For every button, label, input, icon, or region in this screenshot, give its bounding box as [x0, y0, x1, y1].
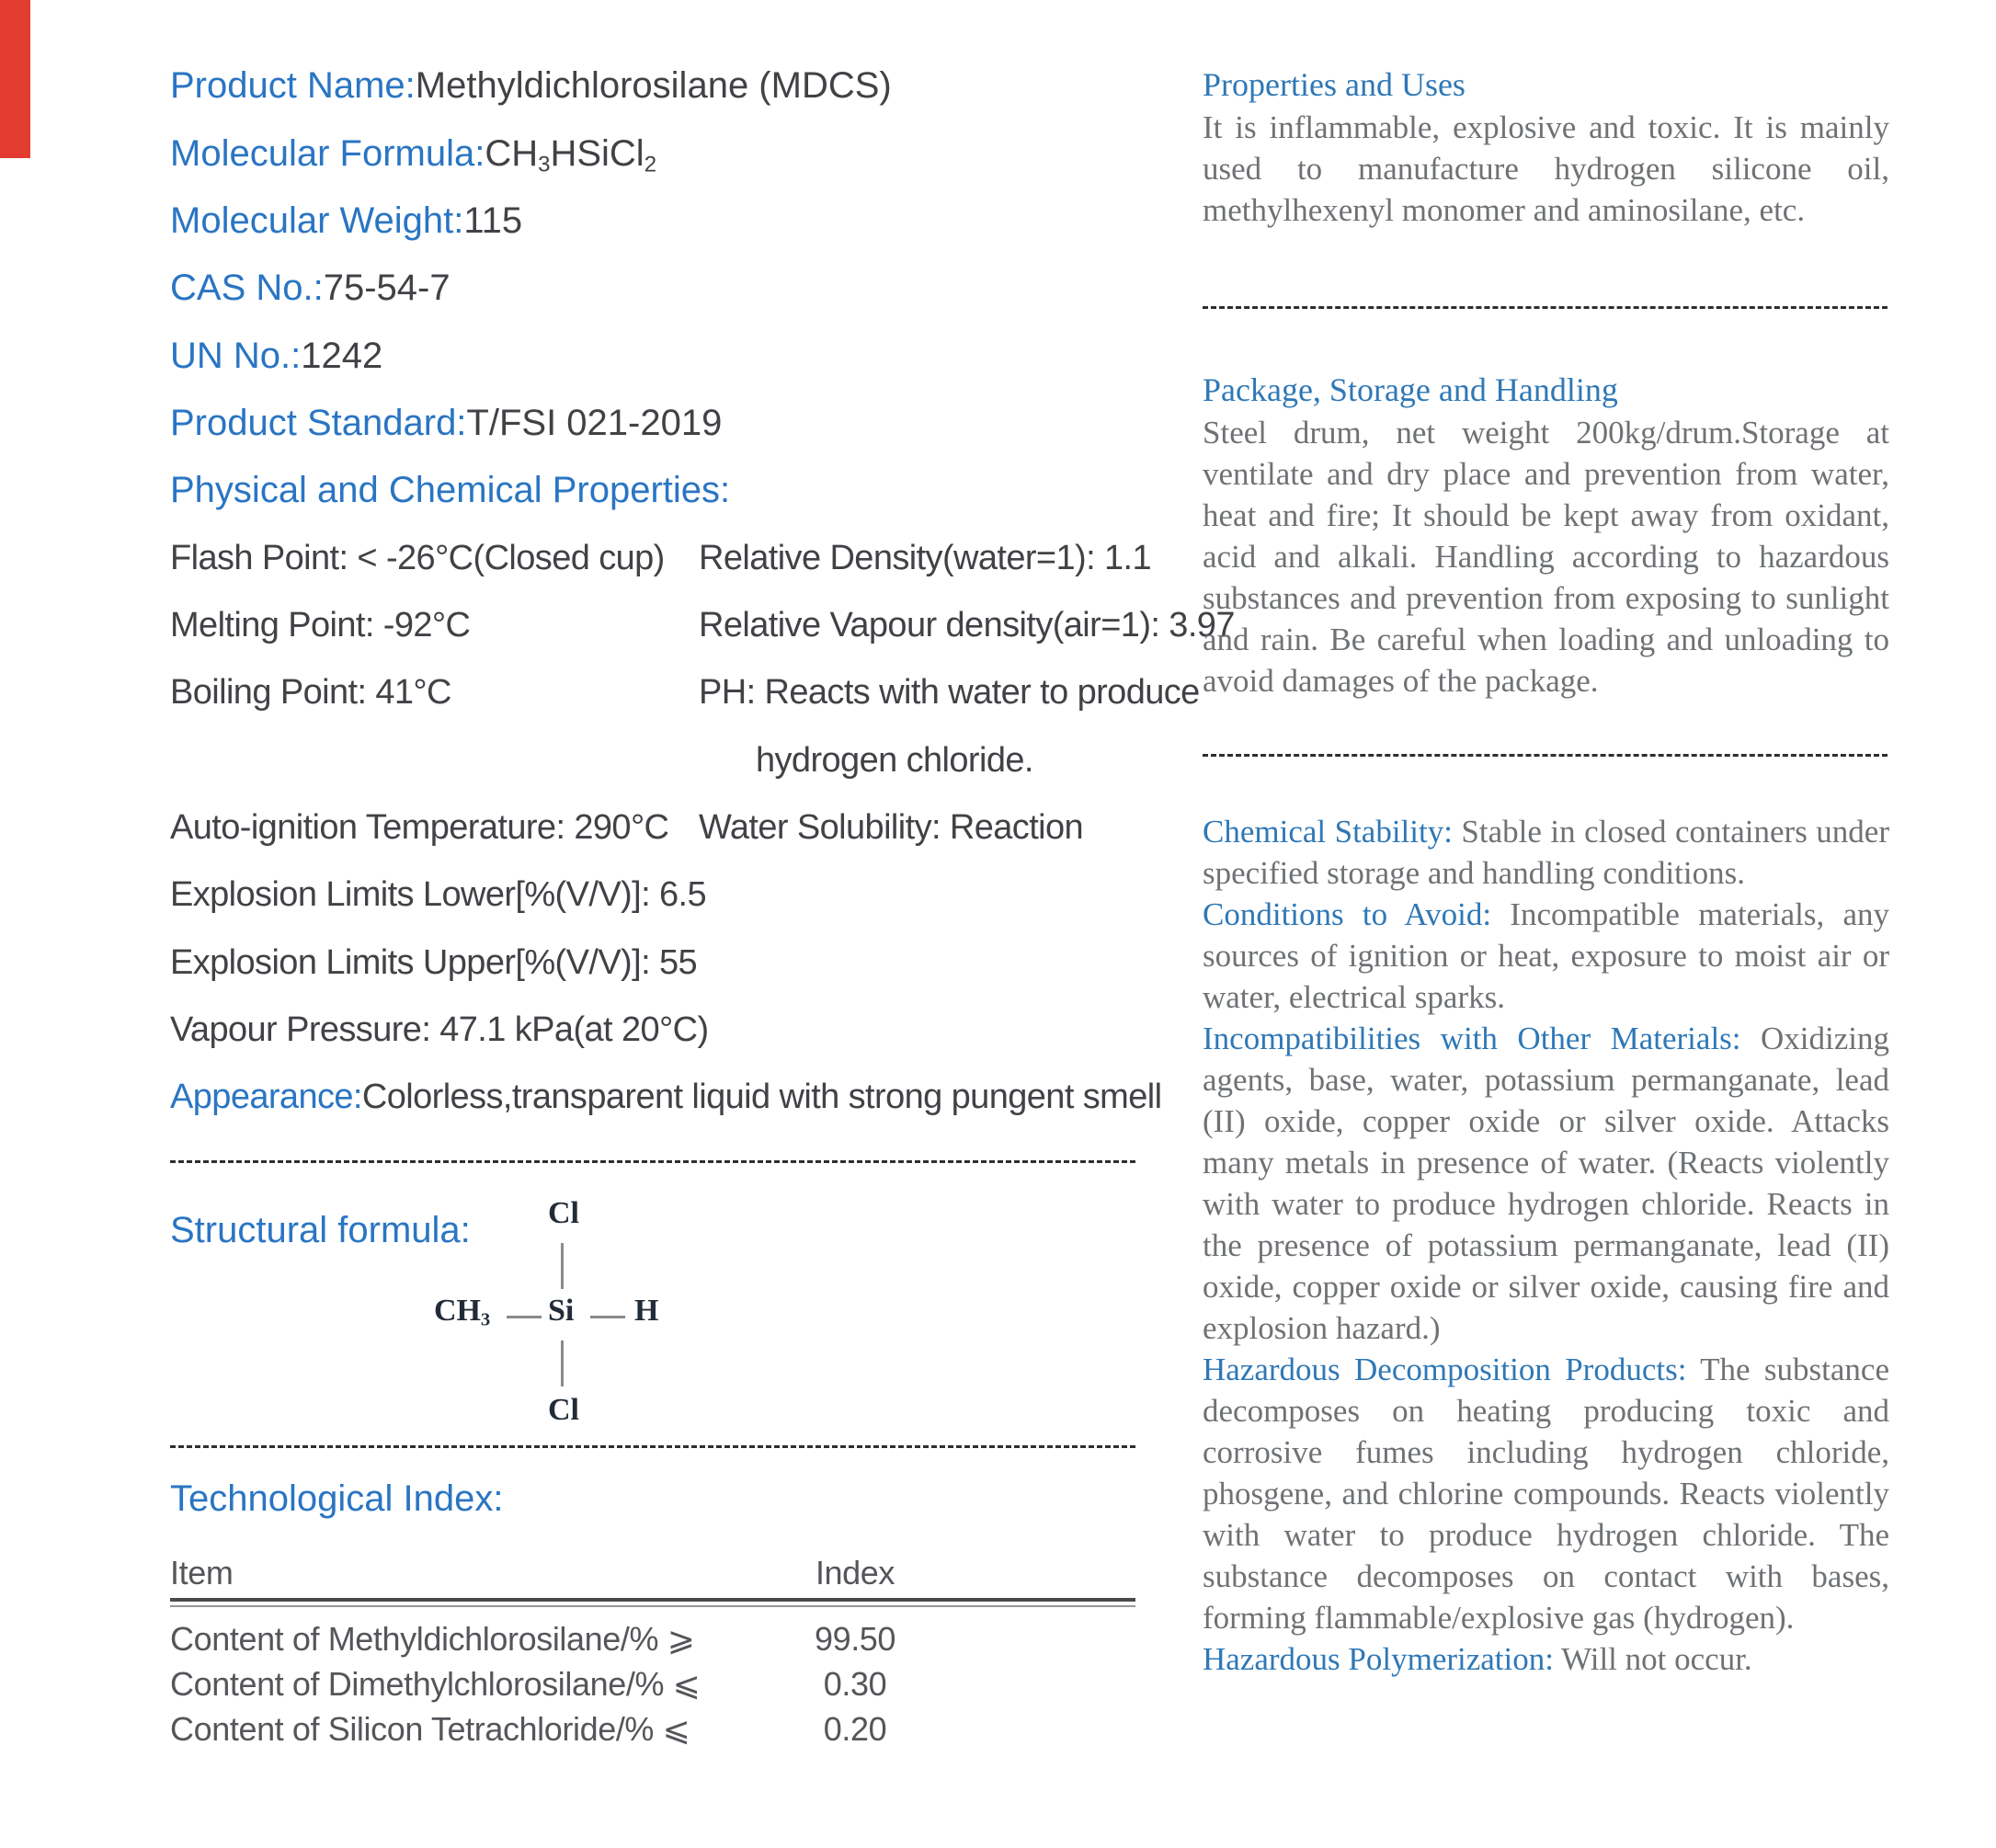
field-value: T/FSI 021-2019 — [466, 403, 723, 443]
right-inline-paragraph: Hazardous Polymerization: Will not occur. — [1203, 1641, 1752, 1677]
field-value: 1242 — [301, 336, 383, 376]
property-line: Water Solubility: Reaction — [699, 808, 1084, 847]
table-cell-index: 0.30 — [823, 1665, 887, 1703]
appearance-row — [170, 1073, 1161, 1121]
inline-heading: Chemical Stability: — [1203, 814, 1453, 850]
table-cell-item: Content of Methyldichlorosilane/% ⩾ — [170, 1620, 695, 1658]
field-label: Molecular Weight: — [170, 200, 464, 241]
field-label: CAS No.: — [170, 268, 324, 308]
inline-heading: Conditions to Avoid: — [1203, 896, 1492, 932]
field-value: $CH_3HSiCl_2$ — [485, 133, 657, 177]
inline-heading: Hazardous Decomposition Products: — [1203, 1352, 1687, 1387]
right-inline-paragraph: Chemical Stability: Stable in closed containers under specified storage and handling conditions. — [1203, 814, 1890, 891]
property-line: Flash Point: < -26°C(Closed cup) — [170, 539, 665, 577]
dashed-divider — [170, 1160, 1135, 1163]
table-cell-index: 0.20 — [823, 1710, 887, 1748]
table-cell-item: Content of Silicon Tetrachloride/% ⩽ — [170, 1710, 690, 1748]
field-row — [170, 399, 722, 447]
right-section-paragraph: It is inflammable, explosive and toxic. It is mainly used to manufacture hydrogen silicone oil, methylhexenyl monomer and aminosilane, etc. — [1203, 109, 1889, 228]
property-line: Boiling Point: 41°C — [170, 673, 451, 712]
right-inline-paragraph: Hazardous Decomposition Products: The substance decomposes on heating producing toxic and corrosive fumes including hydrogen chloride, phosgene, and chlorine compounds. Reacts violently with water to produce hydrogen chloride. The substance decomposes on contact with bases, forming flammable/explosive gas (hydrogen). — [1203, 1352, 1889, 1636]
property-line: Explosion Limits Upper[%(V/V)]: 55 — [170, 943, 698, 982]
dashed-divider — [170, 1445, 1135, 1448]
dashed-divider — [1203, 754, 1888, 757]
right-section-paragraph: Steel drum, net weight 200kg/drum.Storage at ventilate and dry place and prevention from water, heat and fire; It should be kept away from oxidant, acid and alkali. Handling according to hazardous substances and prevention from exposing to sunlight and rain. Be careful when loading and unloading to avoid damages of the package. — [1203, 415, 1889, 699]
field-row — [170, 197, 522, 245]
appearance-label: Appearance: — [170, 1078, 362, 1116]
field-label: Molecular Formula: — [170, 133, 485, 174]
property-line: Relative Density(water=1): 1.1 — [699, 539, 1152, 577]
property-line: Auto-ignition Temperature: 290°C — [170, 808, 669, 847]
property-line: Vapour Pressure: 47.1 kPa(at 20°C) — [170, 1010, 709, 1049]
right-section-heading: Properties and Uses — [1203, 66, 1466, 103]
field-value: 115 — [463, 200, 523, 241]
technological-index-label: Technological Index: — [170, 1478, 504, 1519]
property-line: Relative Vapour density(air=1): 3.97 — [699, 606, 1235, 645]
property-line: Melting Point: -92°C — [170, 606, 471, 645]
appearance-value: Colorless,transparent liquid with strong pungent smell — [361, 1078, 1162, 1116]
bond-line — [561, 1340, 564, 1386]
right-section-heading: Package, Storage and Handling — [1203, 371, 1618, 408]
section-title-physical-chemical: Physical and Chemical Properties: — [170, 470, 731, 510]
atom-chlorine-bottom: Cl — [548, 1393, 579, 1427]
table-cell-item: Content of Dimethylchlorosilane/% ⩽ — [170, 1665, 701, 1703]
field-label: UN No.: — [170, 336, 302, 376]
field-label: Product Standard: — [170, 403, 467, 443]
field-value: Methyldichlorosilane (MDCS) — [415, 65, 892, 106]
field-row — [170, 130, 656, 189]
atom-hydrogen: H — [634, 1294, 659, 1328]
dashed-divider — [1203, 306, 1888, 309]
bond-line — [507, 1316, 542, 1318]
inline-heading: Hazardous Polymerization: — [1203, 1641, 1554, 1677]
structural-formula-label: Structural formula: — [170, 1210, 471, 1250]
atom-chlorine-top: Cl — [548, 1196, 579, 1230]
field-row — [170, 332, 382, 380]
inline-heading: Incompatibilities with Other Materials: — [1203, 1021, 1741, 1056]
table-header-index: Index — [815, 1554, 895, 1591]
property-line: Explosion Limits Lower[%(V/V)]: 6.5 — [170, 875, 707, 914]
field-label: Product Name: — [170, 65, 416, 106]
table-header-rule — [170, 1598, 1135, 1607]
group-methyl: $CH_3$ — [434, 1294, 491, 1330]
field-row — [170, 264, 451, 312]
property-line: hydrogen chloride. — [756, 741, 1033, 780]
table-header-item: Item — [170, 1554, 234, 1591]
right-inline-paragraph: Incompatibilities with Other Materials: Oxidizing agents, base, water, potassium permanganate, lead (II) oxide, copper oxide or silver oxide. Attacks many metals in presence of water. (Reacts violently with water to produce hydrogen chloride. Reacts in the presence of potassium permanganate, lead (II) oxide, copper oxide or silver oxide, causing fire and explosion hazard.) — [1203, 1021, 1890, 1346]
bond-line — [561, 1243, 564, 1289]
atom-silicon: Si — [548, 1294, 575, 1328]
table-cell-index: 99.50 — [814, 1620, 896, 1658]
bond-line — [590, 1316, 625, 1318]
property-line: PH: Reacts with water to produce — [699, 673, 1200, 712]
field-row — [170, 62, 892, 109]
right-inline-sections — [1203, 811, 1889, 1680]
field-value: 75-54-7 — [323, 268, 451, 308]
right-inline-paragraph: Conditions to Avoid: Incompatible materials, any sources of ignition or heat, exposure to moist air or water, electrical sparks. — [1203, 896, 1889, 1015]
red-accent-bar — [0, 0, 30, 158]
